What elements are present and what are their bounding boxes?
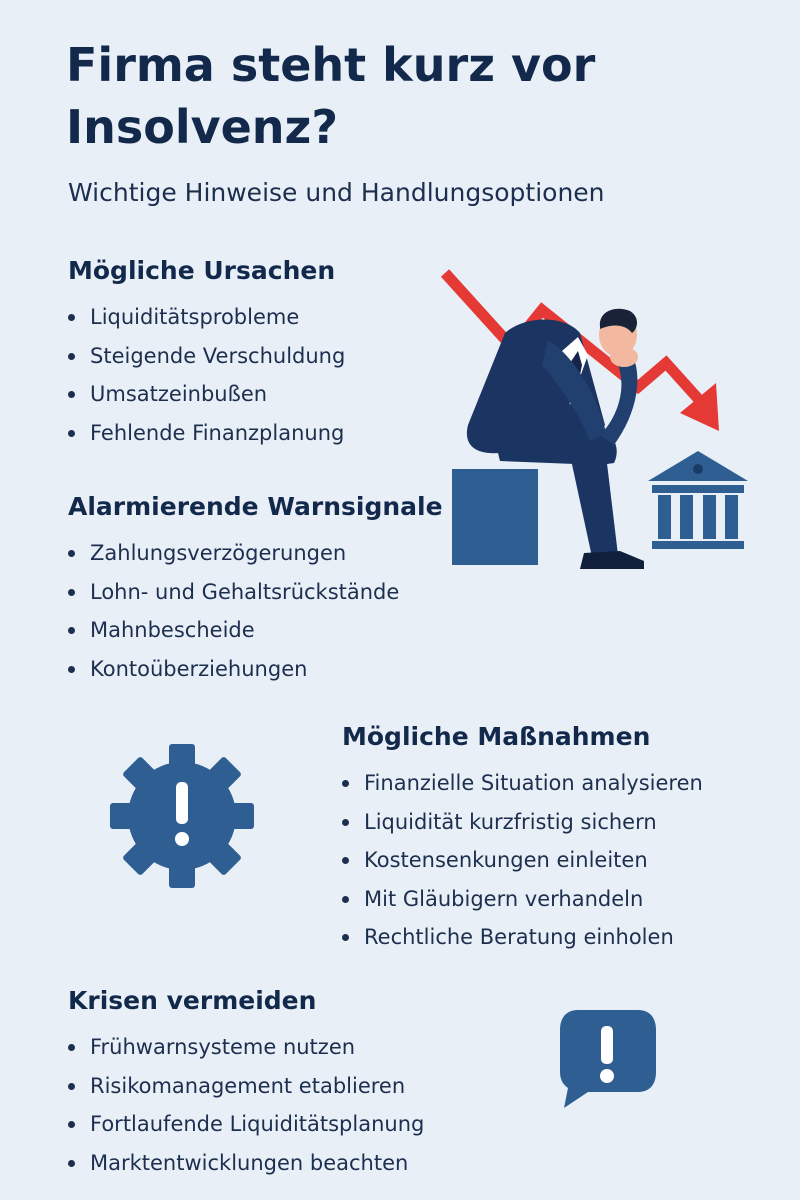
- list-item: Steigende Verschuldung: [68, 337, 345, 376]
- list-item: Kostensenkungen einleiten: [342, 841, 703, 880]
- list-item: Zahlungsverzögerungen: [68, 534, 443, 573]
- list-item: Lohn- und Gehaltsrückstände: [68, 573, 443, 612]
- section-heading: Mögliche Maßnahmen: [342, 722, 651, 751]
- list-item: Umsatzeinbußen: [68, 375, 345, 414]
- bank-icon: [648, 451, 748, 549]
- page-title: Firma steht kurz vor Insolvenz?: [66, 38, 596, 154]
- list-item: Finanzielle Situation analysieren: [342, 764, 703, 803]
- insolvency-illustration: [430, 255, 760, 585]
- bullet-list: [342, 764, 703, 957]
- list-item: Mahnbescheide: [68, 611, 443, 650]
- section-heading: Mögliche Ursachen: [68, 256, 336, 285]
- list-item: Marktentwicklungen beachten: [68, 1144, 424, 1183]
- seat-block: [452, 469, 538, 565]
- list-item: Liquidität kurzfristig sichern: [342, 803, 703, 842]
- list-item: Fortlaufende Liquiditätsplanung: [68, 1105, 424, 1144]
- bullet-list: [68, 1028, 424, 1182]
- bullet-list: [68, 534, 443, 688]
- list-item: Rechtliche Beratung einholen: [342, 918, 703, 957]
- list-item: Mit Gläubigern verhandeln: [342, 880, 703, 919]
- section-causes: [68, 254, 345, 452]
- bullet-list: [68, 298, 345, 452]
- list-item: Fehlende Finanzplanung: [68, 414, 345, 453]
- section-avoid-crises: [68, 984, 424, 1182]
- section-measures: [342, 720, 703, 957]
- section-heading: Alarmierende Warnsignale: [68, 492, 443, 521]
- list-item: Risikomanagement etablieren: [68, 1067, 424, 1106]
- section-warning-signs: [68, 490, 443, 688]
- list-item: Liquiditätsprobleme: [68, 298, 345, 337]
- list-item: Kontoüberziehungen: [68, 650, 443, 689]
- speech-bubble-warning-icon: [556, 1004, 660, 1112]
- gear-warning-icon: [108, 742, 256, 890]
- page-subtitle: Wichtige Hinweise und Handlungsoptionen: [68, 178, 605, 207]
- list-item: Frühwarnsysteme nutzen: [68, 1028, 424, 1067]
- section-heading: Krisen vermeiden: [68, 986, 317, 1015]
